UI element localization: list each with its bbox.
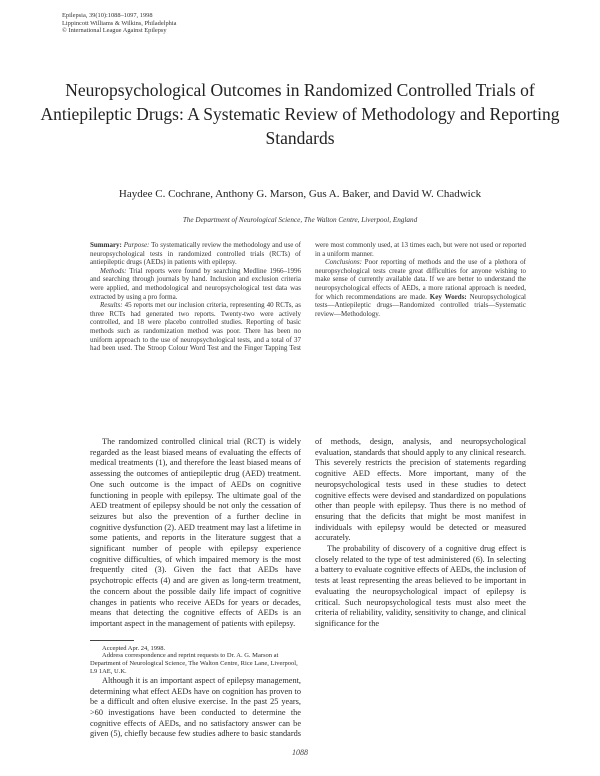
results-label: Results: xyxy=(100,301,123,310)
abstract-methods xyxy=(90,267,301,301)
footnote-divider xyxy=(90,640,134,641)
methods-label: Methods: xyxy=(100,266,127,275)
author-affiliation: The Department of Neurological Science, The Walton Centre, Liverpool, England xyxy=(182,216,418,224)
body-paragraph: The randomized controlled clinical trial (RCT) is widely regarded as the least biased means of evaluating the effects of medical treatments (1), and therefore the least biased means of assessing the outcomes of antiepileptic drug (AED) treatment. One such outcome is the impact of AEDs on cognitive functioning in people with epilepsy. The ultimate goal of the AED treatment of epilepsy should be not only the cessation of seizures but also the prevention of a further decline in cognitive dysfunction (2). AED treatment may last a lifetime in some patients, and reports in the literature suggest that a significant number of people with epilepsy experience cognitive difficulties, of which impaired memory is the most frequently cited (3). Given the fact that AEDs have psychotropic effects (4) and are given as long-term treatment, the concern about the possible daily life impact of cognitive changes in patients who receive AEDs for years or decades, means that detecting the cognitive effects of AEDs is an important aspect in the management of patients with epilepsy. xyxy=(90,437,301,628)
acceptance-note: Accepted Apr. 24, 1998. xyxy=(102,644,166,652)
abstract xyxy=(90,241,526,363)
article-body xyxy=(90,437,526,745)
keywords-label: Key Words: xyxy=(429,292,467,301)
abstract-conclusions xyxy=(315,258,526,318)
journal-citation: Epilepsia, 39(10):1088–1097, 1998 xyxy=(62,12,153,19)
body-paragraph: The probability of discovery of a cognitive drug effect is closely related to the type of test administered (6). In selecting a battery to evaluate cognitive effects of AEDs, the inclusion of tests at least representing the areas believed to be important in evaluating the neuropsychological impact of epilepsy is critical. Such neuropsychological tests must also meet the criteria of reliability, validity, sensitivity to change, and clinical significance for the xyxy=(315,544,526,628)
results-text: 45 reports met our inclusion criteria, representing 40 RCTs, as three RCTs had generated two reports. Twenty-two were actively controlled, and 18 were placebo controlled studies. Reporting of basic methods such as randomization method was poor. There has been no uniform approach to the use of neuropsychological tests, and a total of 37 had been used. The Stroop Colour Word Test and the Finger Tapping Test were most commonly used, at 13 times each, but were not used or reported in a uniform manner. xyxy=(90,241,526,353)
abstract-purpose xyxy=(90,241,301,267)
publisher-line: Lippincott Williams & Wilkins, Philadelphia xyxy=(62,19,177,27)
author-list: Haydee C. Cochrane, Anthony G. Marson, Gus A. Baker, and David W. Chadwick xyxy=(118,188,482,200)
body-paragraph: Although it is an important aspect of epilepsy management, determining what effect AEDs have on cognition has proven to be a difficult and often elusive exercise. In the past 25 years, >60 investigations have been conducted to determine the cognitive effects of AEDs, and no satisfactory answer can be given (5), chiefly because few studies adhere to basic standards of methods, design, analysis, and neuropsychological evaluation, standards that should apply to any clinical research. This severely restricts the precision of statements regarding cognitive AED effects. More important, many of the neuropsychological tests used in these studies to detect cognitive effects were devised and standardized on populations other than people with epilepsy. Thus there is no method of ensuring that the deficits that might be most manifest in individuals with epilepsy would be detected or measured accurately. xyxy=(90,437,526,739)
conclusions-text: Poor reporting of methods and the use of a plethora of neuropsychological tests create great difficulties for anyone wishing to make sense of currently available data. If we are better to understand the neuropsychological effects of AEDs, a more rational approach is needed, for which recommendations are made. xyxy=(315,258,526,301)
article-title: Neuropsychological Outcomes in Randomized Controlled Trials of Antiepileptic Drugs: A Systematic Review of Methodology and Reporting Standards xyxy=(40,80,560,148)
conclusions-label: Conclusions: xyxy=(325,258,362,267)
page-number: 1088 xyxy=(292,748,308,757)
purpose-label: Purpose: xyxy=(123,241,150,249)
journal-header xyxy=(62,12,176,35)
purpose-text: To systematically review the methodology and use of neuropsychological tests in randomized controlled trials (RCTs) of antiepileptic drugs (AEDs) in patients with epilepsy. xyxy=(90,241,302,267)
summary-label: Summary: xyxy=(90,241,122,249)
correspondence-note: Address correspondence and reprint requests to Dr. A. G. Marson at Department of Neurological Science, The Walton Centre, Rice Lane, Liverpool, L9 1AE, U.K. xyxy=(90,652,298,676)
methods-text: Trial reports were found by searching Medline 1966–1996 and searching through journals by hand. Inclusion and exclusion criteria were applied, and methodological and neuropsychological test data was extracted by using a pro forma. xyxy=(90,266,302,301)
copyright-line: © International League Against Epilepsy xyxy=(62,27,167,35)
keywords-text: Neuropsychological tests—Antiepileptic drugs—Randomized controlled trials—Systematic review—Methodology. xyxy=(315,292,526,318)
